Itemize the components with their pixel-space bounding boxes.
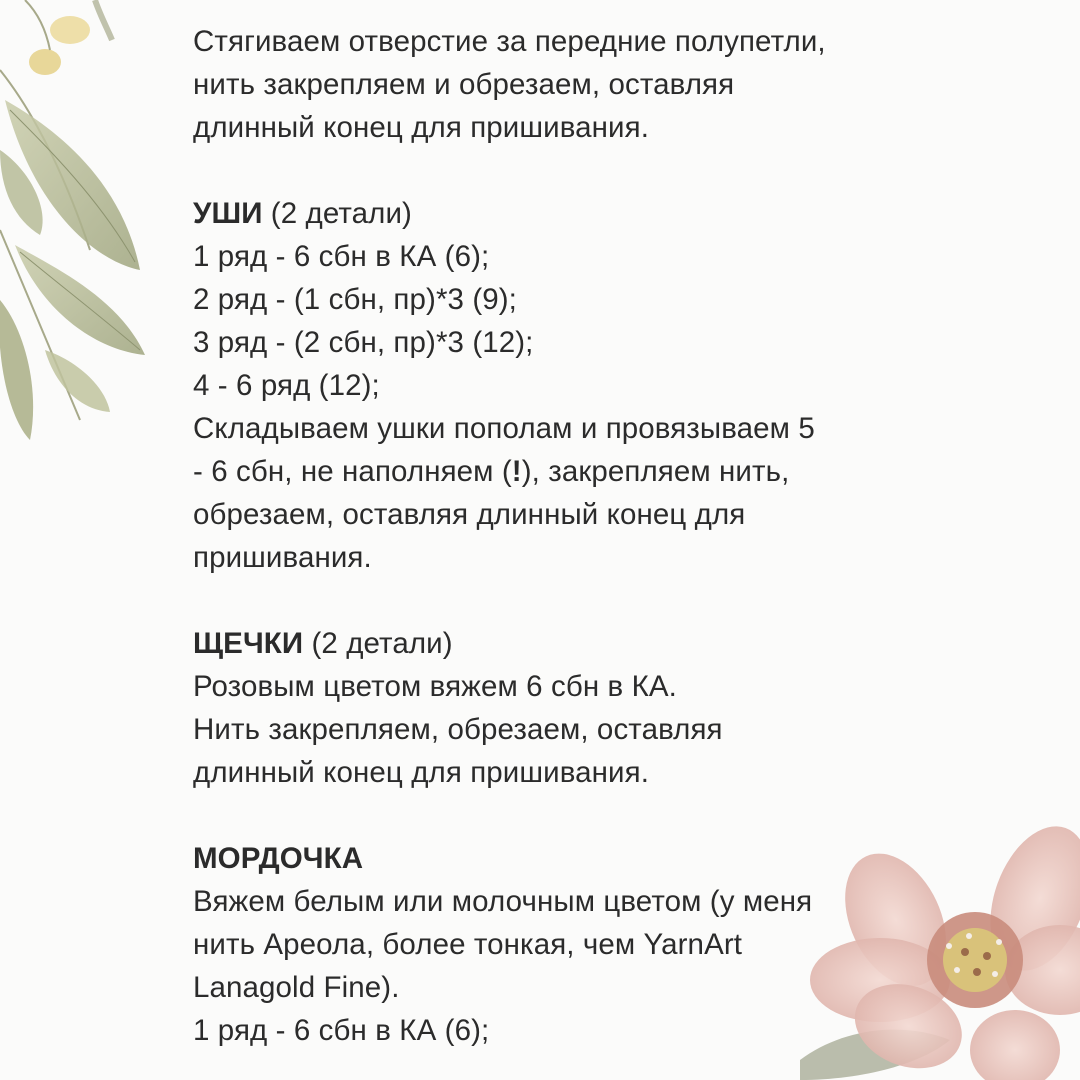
pattern-text	[193, 20, 1053, 1052]
muzzle-title: МОРДОЧКА	[193, 842, 364, 875]
ears-note-end: ), закрепляем нить,	[521, 455, 790, 488]
ears-heading	[193, 192, 1053, 235]
ears-row: Складываем ушки пополам и провязываем 5	[193, 412, 815, 445]
muzzle-row: Вяжем белым или молочным цветом (у меня	[193, 885, 813, 918]
spacer	[193, 579, 1053, 622]
exclamation-mark: !	[511, 455, 522, 488]
ears-row: 2 ряд - (1 сбн, пр)*3 (9);	[193, 283, 517, 316]
cheeks-row: Розовым цветом вяжем 6 сбн в КА.	[193, 670, 677, 703]
ears-note	[193, 450, 1053, 493]
ears-row: пришивания.	[193, 541, 372, 574]
spacer	[193, 149, 1053, 192]
cheeks-title: ЩЕЧКИ	[193, 627, 304, 660]
muzzle-row: нить Ареола, более тонкая, чем YarnArt	[193, 928, 743, 961]
intro-line: нить закрепляем и обрезаем, оставляя	[193, 68, 735, 101]
muzzle-row: 1 ряд - 6 сбн в КА (6);	[193, 1014, 490, 1047]
cheeks-heading	[193, 622, 1053, 665]
cheeks-row: Нить закрепляем, обрезаем, оставляя	[193, 713, 723, 746]
ears-row: 1 ряд - 6 сбн в КА (6);	[193, 240, 490, 273]
spacer	[193, 794, 1053, 837]
muzzle-row: Lanagold Fine).	[193, 971, 400, 1004]
ears-row: 4 - 6 ряд (12);	[193, 369, 380, 402]
cheeks-row: длинный конец для пришивания.	[193, 756, 649, 789]
watercolor-leaves-icon	[0, 0, 200, 460]
ears-subtitle: (2 детали)	[262, 197, 412, 230]
ears-row: обрезаем, оставляя длинный конец для	[193, 498, 746, 531]
intro-line: длинный конец для пришивания.	[193, 111, 649, 144]
ears-title: УШИ	[193, 197, 263, 230]
cheeks-subtitle: (2 детали)	[303, 627, 453, 660]
intro-line: Стягиваем отверстие за передние полупетли,	[193, 25, 826, 58]
ears-row: 3 ряд - (2 сбн, пр)*3 (12);	[193, 326, 534, 359]
ears-note-start: - 6 сбн, не наполняем (	[193, 455, 512, 488]
